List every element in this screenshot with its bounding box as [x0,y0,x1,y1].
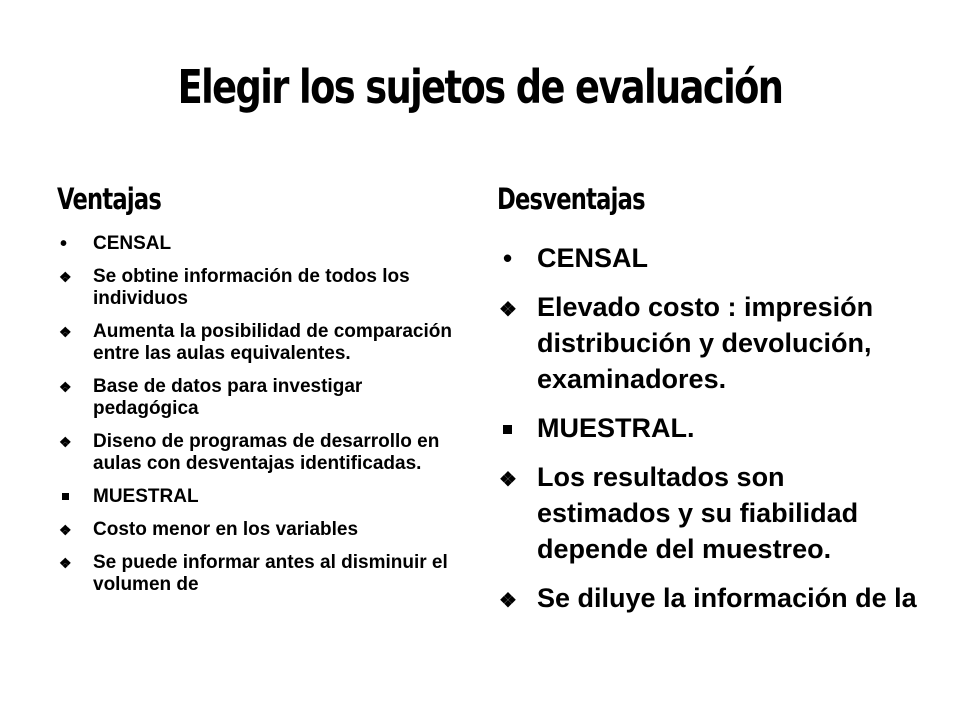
list-item-text: Los resultados son estimados y su fiabilidad depende del muestreo. [537,462,859,564]
list-item [57,552,457,596]
list-item-text: Elevado costo : impresión distribución y devolución, examinadores. [537,292,874,394]
desventajas-heading: Desventajas [497,182,645,216]
list-item [497,410,917,446]
desventajas-list [497,240,917,629]
diamond-bullet-icon [497,580,527,619]
diamond-bullet-icon [57,266,87,288]
list-item-text: Costo menor en los variables [93,519,359,540]
diamond-bullet-icon [497,289,527,328]
diamond-bullet-icon [57,552,87,574]
list-item [57,233,457,255]
list-item [57,431,457,475]
list-item-text: Se obtine información de todos los individuos [93,266,410,309]
diamond-bullet-icon [57,376,87,398]
bullet-icon [497,240,527,276]
list-item-text: Aumenta la posibilidad de comparación entre las aulas equivalentes. [93,321,452,364]
list-item-text: CENSAL [93,233,172,254]
slide-title: Elegir los sujetos de evaluación [177,60,783,114]
list-item-text: CENSAL [537,243,649,273]
list-item-text: Se diluye la información de la [537,583,917,613]
diamond-bullet-icon [57,431,87,453]
list-item-text: MUESTRAL [93,486,199,507]
ventajas-heading: Ventajas [57,182,162,216]
bullet-icon [57,233,87,256]
square-bullet-icon [57,486,87,508]
ventajas-list [57,233,457,607]
list-item-text: MUESTRAL. [537,413,695,443]
list-item [57,321,457,365]
list-item-text: Base de datos para investigar pedagógica [93,376,363,419]
list-item [57,266,457,310]
diamond-bullet-icon [57,519,87,541]
diamond-bullet-icon [57,321,87,343]
list-item [57,376,457,420]
list-item [497,459,917,567]
square-bullet-icon [497,410,527,446]
list-item [57,486,457,508]
list-item [497,240,917,276]
list-item-text: Se puede informar antes al disminuir el volumen de [93,552,448,595]
list-item-text: Diseno de programas de desarrollo en aulas con desventajas identificadas. [93,431,440,474]
list-item [57,519,457,541]
list-item [497,580,917,616]
list-item [497,289,917,397]
diamond-bullet-icon [497,459,527,498]
